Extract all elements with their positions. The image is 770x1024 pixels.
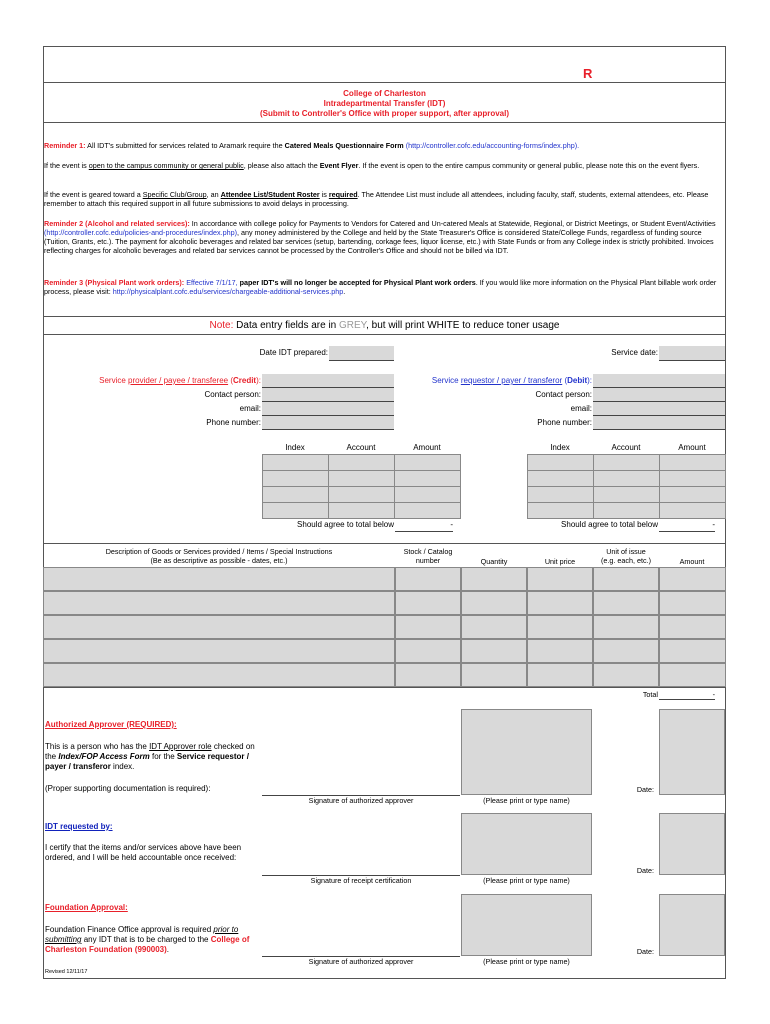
account-entry-cell[interactable] <box>593 502 660 519</box>
account-entry-cell[interactable] <box>328 454 395 471</box>
right-account-header: Account <box>611 443 641 452</box>
item-entry-cell[interactable] <box>593 639 659 663</box>
provider-contact-label: Contact person: <box>204 390 261 399</box>
reminder-1-label: Reminder 1: <box>44 141 86 150</box>
item-entry-cell[interactable] <box>593 567 659 591</box>
requestor-phone-input[interactable] <box>593 416 725 430</box>
account-entry-cell[interactable] <box>593 470 660 487</box>
item-entry-cell[interactable] <box>461 639 527 663</box>
physical-plant-link[interactable]: http://physicalplant.cofc.edu/services/chargeable-additional-services.php <box>112 287 344 296</box>
item-entry-cell[interactable] <box>593 663 659 687</box>
header-line2: Intradepartmental Transfer (IDT) <box>323 99 446 108</box>
requested-description: I certify that the items and/or services above have been ordered, and I will be held accountable once received: <box>45 843 242 862</box>
item-entry-cell[interactable] <box>43 639 395 663</box>
right-amount-header: Amount <box>678 443 706 452</box>
item-entry-cell[interactable] <box>659 639 726 663</box>
item-entry-cell[interactable] <box>461 615 527 639</box>
account-entry-cell[interactable] <box>262 502 329 519</box>
item-entry-cell[interactable] <box>43 663 395 687</box>
reminder-2: Reminder 2 (Alcohol and related services): In accordance with college policy for Payments to Vendors for Catered and Un-catered Meals at Statewide, Regional, or District Meetings, or Student Event/Activities (http://controller.cofc.edu/policies-and-procedures/index.php), any money administered by the College and held by the State Treasurer's Office is considered State/College Funds, regardless of funding source (Tuition, Grants, etc.). The payment for alcoholic beverages and related bar services (setup, bartending, corkage fees, liquor license, etc.) with State Funds or from any College index is strictly prohibited. Invoices reflecting charges for alcoholic beverages and related bar services cannot be processed by the Controller's Office and should not be billed via IDT. <box>44 219 716 255</box>
item-entry-cell[interactable] <box>659 615 726 639</box>
account-entry-cell[interactable] <box>262 470 329 487</box>
requestor-email-input[interactable] <box>593 402 725 416</box>
service-date-input[interactable] <box>659 346 725 361</box>
approver-signature-label: Signature of authorized approver <box>308 796 414 805</box>
col-stock-header: Stock / Catalog number <box>403 547 453 565</box>
left-agree-label: Should agree to total below <box>297 520 394 529</box>
reminder-1 <box>44 141 724 150</box>
approver-name-input[interactable] <box>461 709 592 795</box>
policies-link[interactable]: (http://controller.cofc.edu/policies-and-procedures/index.php) <box>44 228 237 237</box>
provider-phone-label: Phone number: <box>206 418 261 427</box>
foundation-signature-label: Signature of authorized approver <box>308 957 414 966</box>
requestor-email-label: email: <box>570 404 592 413</box>
divider <box>43 122 726 123</box>
requested-date-input[interactable] <box>659 813 725 875</box>
header-line3: (Submit to Controller's Office with proper support, after approval) <box>259 109 510 118</box>
account-entry-cell[interactable] <box>328 486 395 503</box>
date-prepared-label: Date IDT prepared: <box>259 348 328 357</box>
foundation-print-label: (Please print or type name) <box>483 957 570 966</box>
item-entry-cell[interactable] <box>395 591 461 615</box>
col-quantity-header: Quantity <box>480 557 508 566</box>
account-entry-cell[interactable] <box>527 502 594 519</box>
account-entry-cell[interactable] <box>394 486 461 503</box>
receipt-signature-label: Signature of receipt certification <box>310 876 412 885</box>
item-entry-cell[interactable] <box>395 639 461 663</box>
account-entry-cell[interactable] <box>527 470 594 487</box>
right-agree-label: Should agree to total below <box>561 520 658 529</box>
divider <box>43 334 726 335</box>
foundation-date-label: Date: <box>636 947 654 956</box>
header-line1: College of Charleston <box>343 89 426 98</box>
requestor-label: Service requestor / payer / transferor (Debit): <box>431 376 592 385</box>
reminder-3: Reminder 3 (Physical Plant work orders): Effective 7/1/17, paper IDT's will no longer be accepted for Physical Plant work orders. If you would like more information on the Physical Plant billable work order process, please visit: http://physicalplant.cofc.edu/services/chargeable-additional-services.php. <box>44 278 717 296</box>
date-prepared-input[interactable] <box>329 346 394 361</box>
approver-print-label: (Please print or type name) <box>483 796 570 805</box>
item-entry-cell[interactable] <box>395 663 461 687</box>
provider-email-label: email: <box>239 404 261 413</box>
total-label: Total <box>642 690 658 699</box>
item-entry-cell[interactable] <box>659 663 726 687</box>
account-entry-cell[interactable] <box>659 502 726 519</box>
reminder-1-flyer: If the event is open to the campus community or general public, please also attach the Event Flyer. If the event is open to the entire campus community or general public, please note this on the event flyers. <box>44 161 700 170</box>
right-agree-value: - <box>659 520 715 532</box>
account-entry-cell[interactable] <box>659 454 726 471</box>
item-entry-cell[interactable] <box>659 567 726 591</box>
item-entry-cell[interactable] <box>527 567 593 591</box>
item-entry-cell[interactable] <box>659 591 726 615</box>
account-entry-cell[interactable] <box>394 470 461 487</box>
item-entry-cell[interactable] <box>461 567 527 591</box>
item-entry-cell[interactable] <box>527 639 593 663</box>
account-entry-cell[interactable] <box>593 486 660 503</box>
item-entry-cell[interactable] <box>527 591 593 615</box>
requestor-contact-input[interactable] <box>593 388 725 402</box>
requestor-name-input[interactable] <box>593 374 725 388</box>
divider <box>43 82 726 83</box>
account-entry-cell[interactable] <box>328 470 395 487</box>
foundation-date-input[interactable] <box>659 894 725 956</box>
right-index-header: Index <box>550 443 570 452</box>
account-entry-cell[interactable] <box>394 502 461 519</box>
approver-support-note: (Proper supporting documentation is required): <box>45 784 211 793</box>
provider-phone-input[interactable] <box>262 416 394 430</box>
account-entry-cell[interactable] <box>593 454 660 471</box>
reminder-2-label: Reminder 2 (Alcohol and related services): <box>44 219 190 228</box>
foundation-name-input[interactable] <box>461 894 592 956</box>
note-banner: Note: Data entry fields are in GREY, but will print WHITE to reduce toner usage <box>209 320 560 331</box>
requested-title: IDT requested by: <box>45 822 113 831</box>
account-entry-cell[interactable] <box>328 502 395 519</box>
foundation-title: Foundation Approval: <box>45 903 128 912</box>
account-entry-cell[interactable] <box>527 486 594 503</box>
item-entry-cell[interactable] <box>461 591 527 615</box>
item-entry-cell[interactable] <box>43 615 395 639</box>
note-label: Note: <box>209 320 234 331</box>
corner-mark: R <box>583 66 593 81</box>
reminder-1-text: All IDT's submitted for services related to Aramark require the <box>87 141 285 150</box>
left-index-header: Index <box>285 443 305 452</box>
requestor-contact-label: Contact person: <box>535 390 592 399</box>
requested-date-label: Date: <box>636 866 654 875</box>
item-entry-cell[interactable] <box>395 615 461 639</box>
item-entry-cell[interactable] <box>527 663 593 687</box>
account-entry-cell[interactable] <box>659 486 726 503</box>
revised-date: Revised 12/11/17 <box>45 969 88 975</box>
approver-description: This is a person who has the IDT Approver role checked on the Index/FOP Access Form for the Service requestor / payer / transferor index. <box>45 742 255 771</box>
item-entry-cell[interactable] <box>461 663 527 687</box>
item-entry-cell[interactable] <box>43 591 395 615</box>
total-value: - <box>659 690 715 700</box>
approver-date-input[interactable] <box>659 709 725 795</box>
col-unit-issue-header: Unit of issue (e.g. each, etc.) <box>601 547 651 565</box>
form-header <box>43 89 726 119</box>
account-entry-cell[interactable] <box>394 454 461 471</box>
account-entry-cell[interactable] <box>659 470 726 487</box>
requestor-phone-label: Phone number: <box>537 418 592 427</box>
note-grey-word: GREY <box>339 320 367 331</box>
provider-email-input[interactable] <box>262 402 394 416</box>
left-amount-header: Amount <box>413 443 441 452</box>
provider-label: Service provider / payee / transferee (Credit): <box>99 376 261 385</box>
foundation-description: Foundation Finance Office approval is required prior to submitting any IDT that is to be charged to the College of Charleston Foundation (990003). <box>45 925 250 954</box>
reminder-1-attendee: If the event is geared toward a Specific Club/Group, an Attendee List/Student Roster is required. The Attendee List must include all attendees, including faculty, staff, students, external attendees, etc. Please remember to attach this required support in all future submissions to avoid delays in processing. <box>44 190 709 208</box>
requested-name-input[interactable] <box>461 813 592 875</box>
account-entry-cell[interactable] <box>527 454 594 471</box>
account-entry-cell[interactable] <box>262 486 329 503</box>
approver-date-label: Date: <box>636 785 654 794</box>
left-agree-value: - <box>395 520 453 532</box>
requested-print-label: (Please print or type name) <box>483 876 570 885</box>
approver-title: Authorized Approver (REQUIRED): <box>45 720 177 729</box>
col-amount-header: Amount <box>679 557 705 566</box>
reminder-3-label: Reminder 3 (Physical Plant work orders): <box>44 278 185 287</box>
divider <box>43 316 726 317</box>
left-account-header: Account <box>346 443 376 452</box>
item-entry-cell[interactable] <box>43 567 395 591</box>
account-entry-cell[interactable] <box>262 454 329 471</box>
item-entry-cell[interactable] <box>593 591 659 615</box>
provider-name-input[interactable] <box>262 374 394 388</box>
item-entry-cell[interactable] <box>593 615 659 639</box>
service-date-label: Service date: <box>611 348 658 357</box>
item-entry-cell[interactable] <box>395 567 461 591</box>
provider-contact-input[interactable] <box>262 388 394 402</box>
catered-form-name: Catered Meals Questionnaire Form <box>284 141 404 150</box>
col-unit-price-header: Unit price <box>544 557 576 566</box>
accounting-forms-link[interactable]: (http://controller.cofc.edu/accounting-forms/index.php). <box>405 141 580 150</box>
item-entry-cell[interactable] <box>527 615 593 639</box>
col-description-header: Description of Goods or Services provided / Items / Special Instructions (Be as descriptive as possible - dates, etc.) <box>105 547 333 565</box>
